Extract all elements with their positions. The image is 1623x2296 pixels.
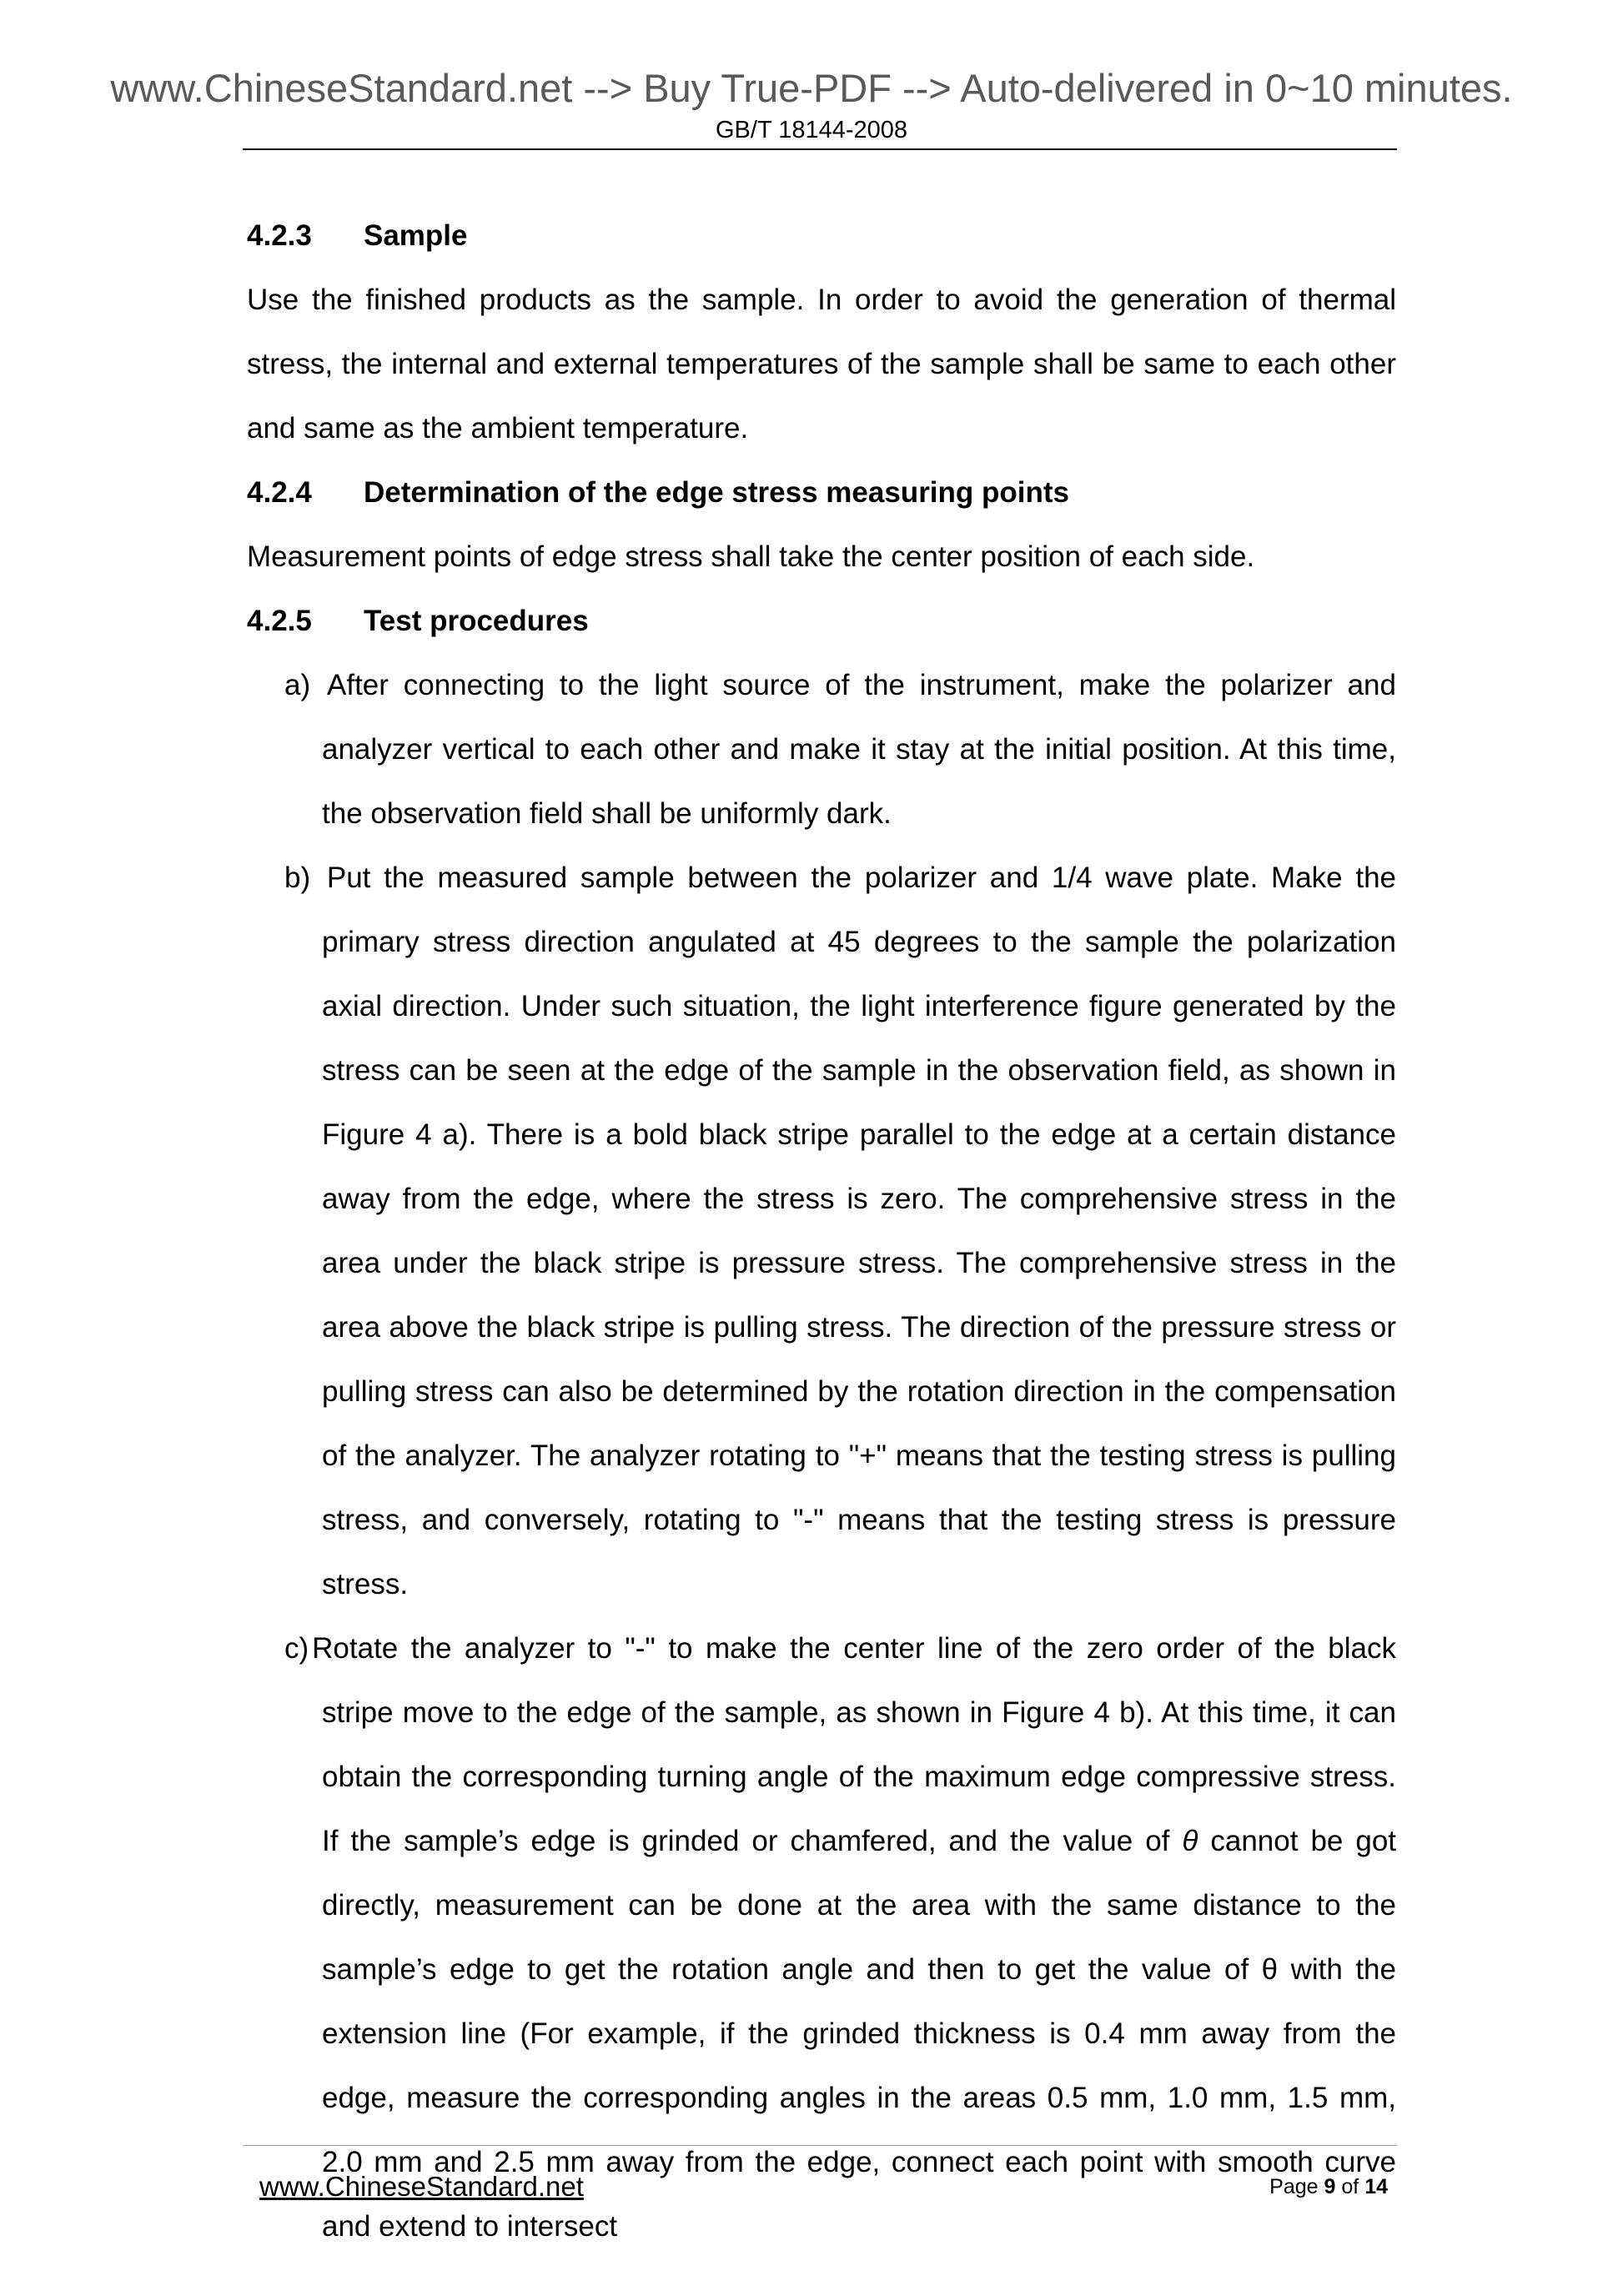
document-body: [247, 203, 1396, 2258]
section-4-2-4-heading: [247, 460, 1396, 525]
section-4-2-4-body: Measurement points of edge stress shall take the center position of each side.: [247, 540, 1255, 573]
item-marker: a): [284, 669, 311, 701]
page-indicator: [1269, 2170, 1388, 2203]
item-text: Put the measured sample between the polarizer and 1/4 wave plate. Make the primary stress direction angulated at 45 degrees to the sample the polarization axial direction. Under such situation, the light interference figure generated by the stress can be seen at the edge of the sample in the observation field, as shown in Figure 4 a). There is a bold black stripe parallel to the edge at a certain distance away from the edge, where the stress is zero. The comprehensive stress in the area under the black stripe is pressure stress. The comprehensive stress in the area above the black stripe is pulling stress. The direction of the pressure stress or pulling stress can also be determined by the rotation direction in the compensation of the analyzer. The analyzer rotating to "+" means that the testing stress is pulling stress, and conversely, rotating to "-" means that the testing stress is pressure stress.: [322, 862, 1396, 1600]
item-text-part1: Rotate the analyzer to "-" to make the center line of the zero order of the black stripe move to the edge of the sample, as shown in Figure 4 b). At this time, it can obtain the corresponding turning angle of the maximum edge compressive stress. If the sample’s edge is grinded or chamfered, and the value of: [312, 1632, 1396, 1857]
section-4-2-3-body: Use the finished products as the sample. In order to avoid the generation of thermal stress, the internal and external temperatures of the sample shall be same to each other and same as the ambient temperature.: [247, 284, 1396, 445]
section-4-2-5-heading: [247, 589, 1396, 653]
section-number: 4.2.3: [247, 219, 312, 252]
item-marker: b): [284, 862, 311, 894]
item-marker: c): [284, 1632, 309, 1665]
section-title: Determination of the edge stress measuring points: [364, 476, 1069, 509]
section-4-2-3-heading: [247, 203, 1396, 268]
section-title: Test procedures: [364, 605, 589, 637]
section-number: 4.2.4: [247, 476, 312, 509]
of-label: of: [1341, 2175, 1359, 2198]
page-label: Page: [1269, 2175, 1319, 2198]
footer-website-link[interactable]: www.ChineseStandard.net: [259, 2171, 584, 2202]
section-title: Sample: [364, 219, 468, 252]
procedure-item-c: [284, 1616, 1396, 2258]
page-total: 14: [1364, 2175, 1388, 2198]
procedure-item-b: [284, 846, 1396, 1616]
item-text: After connecting to the light source of the instrument, make the polarizer and analyzer vertical to each other and make it stay at the initial position. At this time, the observation field shall be uniformly dark.: [322, 669, 1396, 830]
header-banner[interactable]: www.ChineseStandard.net --> Buy True-PDF --> Auto-delivered in 0~10 minutes.: [110, 66, 1513, 110]
item-text-part2: cannot be got directly, measurement can be done at the area with the same distance to the sample’s edge to get the rotation angle and then to get the value of θ with the extension line (For example, if the grinded thickness is 0.4 mm away from the edge, measure the corresponding angles in the areas 0.5 mm, 1.0 mm, 1.5 mm, 2.0 mm and 2.5 mm away from the edge, connect each point with smooth curve and extend to intersect: [322, 1825, 1397, 2243]
section-number: 4.2.5: [247, 605, 312, 637]
standard-code: GB/T 18144-2008: [715, 117, 908, 143]
procedure-item-a: [284, 653, 1396, 846]
theta-symbol: θ: [1182, 1825, 1198, 1857]
page-number: 9: [1324, 2175, 1336, 2198]
footer-divider: [243, 2145, 1397, 2146]
header-divider: [243, 148, 1397, 150]
